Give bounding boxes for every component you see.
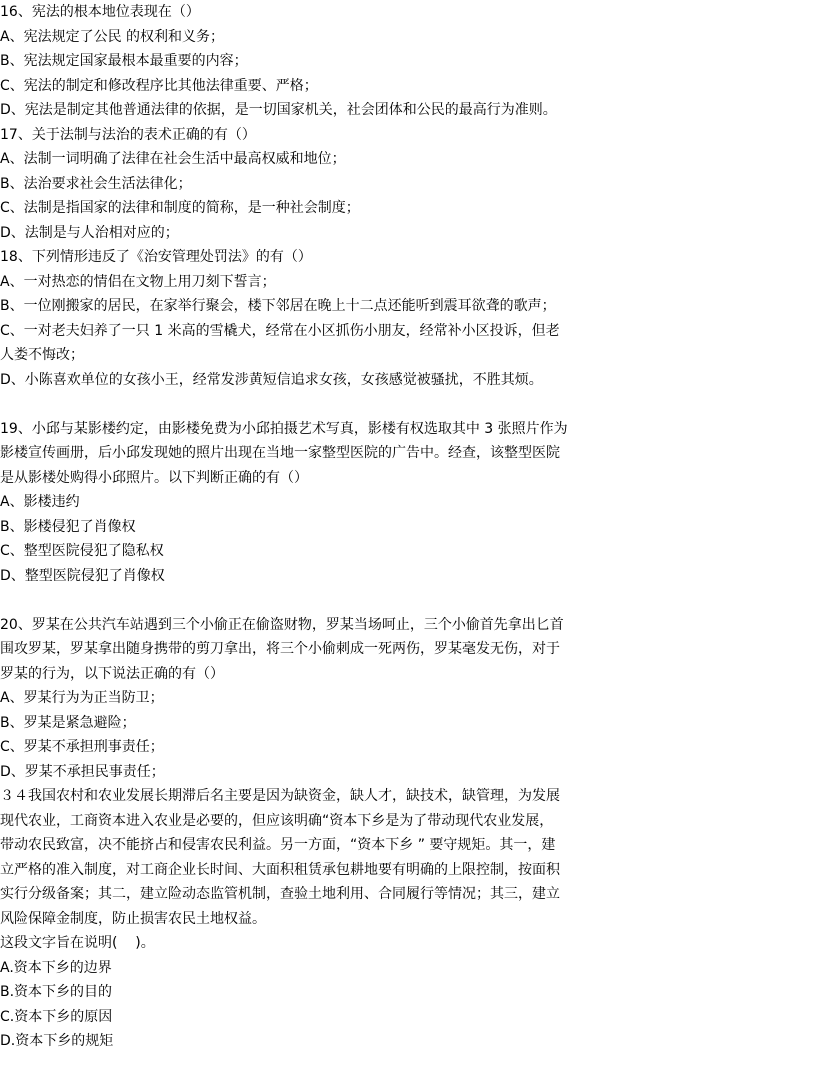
question-34-option-d: D.资本下乡的规矩 <box>0 1033 114 1049</box>
question-17-option-c: C、法制是指国家的法律和制度的简称，是一种社会制度； <box>0 200 360 216</box>
question-16-option-b: B、宪法规定国家最根本最重要的内容； <box>0 53 248 69</box>
question-34-passage-line3: 带动农民致富，决不能挤占和侵害农民利益。另一方面，“资本下乡 ” 要守规矩。其一，建 <box>0 837 556 853</box>
question-34-passage-line2: 现代农业，工商资本进入农业是必要的，但应该明确“资本下乡是为了带动现代农业发展， <box>0 812 554 829</box>
question-17-option-b: B、法治要求社会生活法律化； <box>0 175 192 192</box>
question-34-question: 这段文字旨在说明( )。 <box>0 935 155 951</box>
question-34 <box>0 784 819 1054</box>
question-18-option-d: D、小陈喜欢单位的女孩小王，经常发涉黄短信追求女孩，女孩感觉被骚扰，不胜其烦。 <box>0 371 543 388</box>
question-34-option-a: A.资本下乡的边界 <box>0 959 112 976</box>
question-20-stem-line3: 罗某的行为，以下说法正确的有（） <box>0 665 224 682</box>
question-16 <box>0 0 819 123</box>
question-16-stem: 16、宪法的根本地位表现在（） <box>0 4 200 20</box>
question-34-passage-line1: ３４我国农村和农业发展长期滞后名主要是因为缺资金，缺人才，缺技术，缺管理，为发展 <box>0 788 560 804</box>
question-16-option-d: D、宪法是制定其他普通法律的依据，是一切国家机关，社会团体和公民的最高行为准则。 <box>0 102 557 118</box>
question-19-option-a: A、影楼违约 <box>0 494 80 510</box>
question-17-stem: 17、关于法制与法治的表术正确的有（） <box>0 126 256 143</box>
question-19-stem-line3: 是从影楼处购得小邱照片。以下判断正确的有（） <box>0 469 308 486</box>
question-19-option-d: D、整型医院侵犯了肖像权 <box>0 567 165 584</box>
question-17-option-a: A、法制一词明确了法律在社会生活中最高权威和地位； <box>0 151 346 167</box>
question-18-option-c-line1: C、一对老夫妇养了一只 1 米高的雪橇犬，经常在小区抓伤小朋友，经常补小区投诉，但老 <box>0 322 560 339</box>
question-20-option-c: C、罗某不承担刑事责任； <box>0 739 164 755</box>
question-20-option-d: D、罗某不承担民事责任； <box>0 763 165 780</box>
question-34-passage-line4: 立严格的准入制度，对工商企业长时间、大面积租赁承包耕地要有明确的上限控制，按面积 <box>0 861 560 878</box>
blank-line <box>0 588 819 613</box>
question-19 <box>0 417 819 589</box>
question-18 <box>0 245 819 392</box>
question-20-option-a: A、罗某行为为正当防卫； <box>0 690 164 706</box>
question-20-stem-line2: 围攻罗某，罗某拿出随身携带的剪刀拿出，将三个小偷刺成一死两伤，罗某毫发无伤，对于 <box>0 641 560 657</box>
question-20-stem-line1: 20、罗某在公共汽车站遇到三个小偷正在偷盗财物，罗某当场呵止，三个小偷首先拿出匕首 <box>0 616 564 633</box>
question-34-option-b: B.资本下乡的目的 <box>0 984 113 1000</box>
question-16-option-a: A、宪法规定了公民 的权利和义务； <box>0 28 225 45</box>
question-17 <box>0 123 819 246</box>
question-20-option-b: B、罗某是紧急避险； <box>0 714 136 731</box>
question-34-passage-line5: 实行分级备案；其二，建立险动态监管机制，查验土地利用、合同履行等情况；其三，建立 <box>0 886 560 902</box>
question-34-passage-line6: 风险保障金制度，防止损害农民土地权益。 <box>0 910 266 927</box>
question-34-option-c: C.资本下乡的原因 <box>0 1008 113 1025</box>
question-19-stem-line2: 影楼宣传画册，后小邱发现她的照片出现在当地一家整型医院的广告中。经查，该整型医院 <box>0 445 560 461</box>
question-20 <box>0 613 819 785</box>
question-19-option-c: C、整型医院侵犯了隐私权 <box>0 543 164 559</box>
blank-line <box>0 392 819 417</box>
question-17-option-d: D、法制是与人治相对应的； <box>0 224 179 241</box>
question-18-option-b: B、一位刚搬家的居民，在家举行聚会，楼下邻居在晚上十二点还能听到震耳欲聋的歌声； <box>0 298 556 314</box>
question-18-option-c-line2: 人娄不悔改； <box>0 347 84 363</box>
question-19-stem-line1: 19、小邱与某影楼约定，由影楼免费为小邱拍摄艺术写真，影楼有权选取其中 3 张照片作为 <box>0 420 568 437</box>
question-18-option-a: A、一对热恋的情侣在文物上用刀刻下誓言； <box>0 273 276 290</box>
question-16-option-c: C、宪法的制定和修改程序比其他法律重要、严格； <box>0 77 318 94</box>
question-19-option-b: B、影楼侵犯了肖像权 <box>0 518 136 535</box>
question-18-stem: 18、下列情形违反了《治安管理处罚法》的有（） <box>0 249 312 265</box>
